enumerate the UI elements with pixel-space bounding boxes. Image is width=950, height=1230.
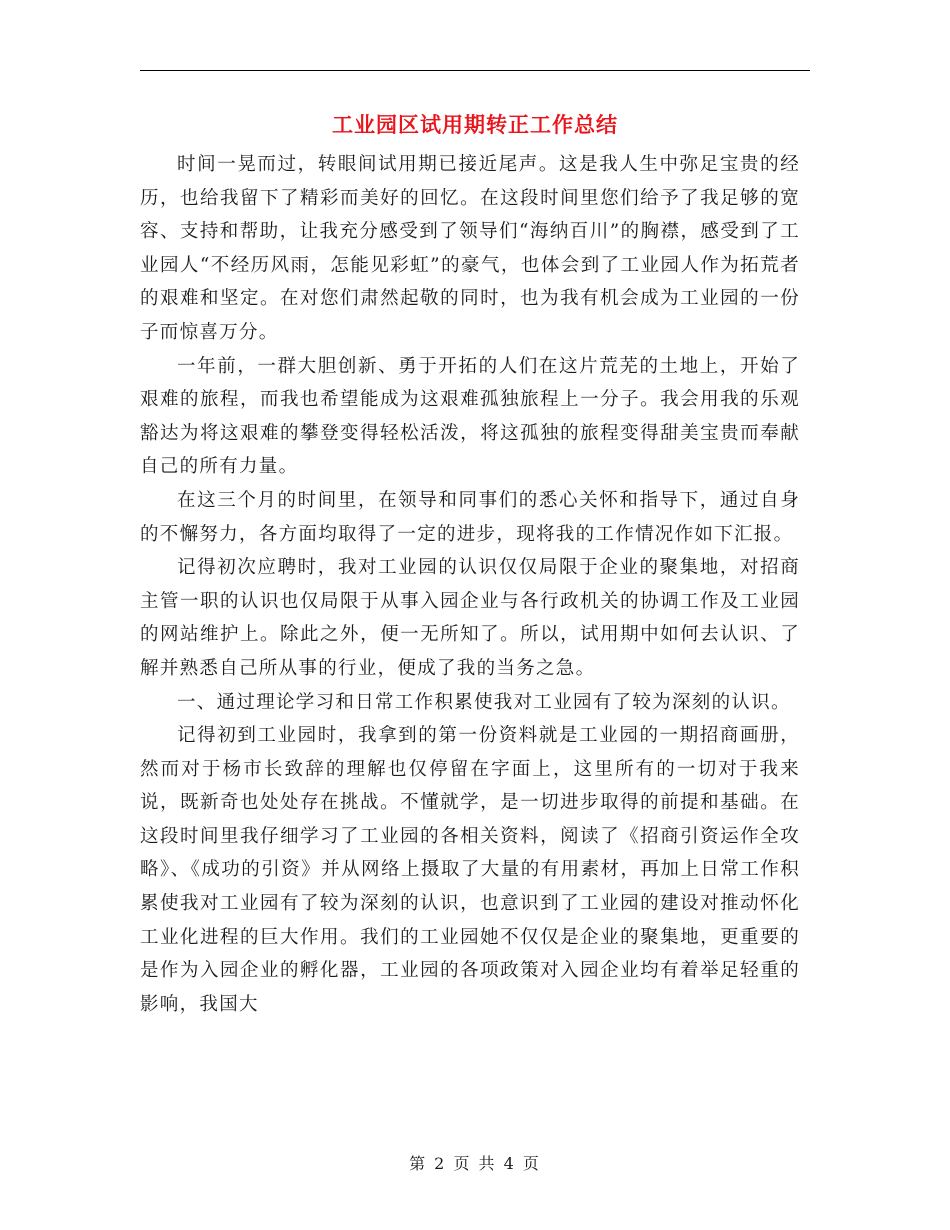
header-rule [140,70,810,71]
document-body [140,148,800,1021]
document-title: 工业园区试用期转正工作总结 [332,112,618,137]
section-heading-1: 一、通过理论学习和日常工作积累使我对工业园有了较为深刻的认识。 [177,691,791,713]
page-number: 第 2 页 共 4 页 [409,1154,541,1173]
paragraph-1: 时间一晃而过，转眼间试用期已接近尾声。这是我人生中弥足宝贵的经历，也给我留下了精彩而美好的回忆。在这段时间里您们给予了我足够的宽容、支持和帮助，让我充分感受到了领导们“海纳百川”的胸襟，感受到了工业园人“不经历风雨，怎能见彩虹”的豪气，也体会到了工业园人作为拓荒者的艰难和坚定。在对您们肃然起敬的同时，也为我有机会成为工业园的一份子而惊喜万分。 [140,154,800,343]
paragraph-2: 一年前，一群大胆创新、勇于开拓的人们在这片荒芜的土地上，开始了艰难的旅程，而我也希望能成为这艰难孤独旅程上一分子。我会用我的乐观豁达为将这艰难的攀登变得轻松活泼，将这孤独的旅程变得甜美宝贵而奉献自己的所有力量。 [140,355,800,478]
paragraph-4: 记得初次应聘时，我对工业园的认识仅仅局限于企业的聚集地，对招商主管一职的认识也仅局限于从事入园企业与各行政机关的协调工作及工业园的网站维护上。除此之外，便一无所知了。所以，试用期中如何去认识、了解并熟悉自己所从事的行业，便成了我的当务之急。 [140,557,800,679]
paragraph-5: 记得初到工业园时，我拿到的第一份资料就是工业园的一期招商画册，然而对于杨市长致辞的理解也仅停留在字面上，这里所有的一切对于我来说，既新奇也处处存在挑战。不懂就学，是一切进步取得的前提和基础。在这段时间里我仔细学习了工业园的各相关资料，阅读了《招商引资运作全攻略》、《成功的引资》并从网络上摄取了大量的有用素材，再加上日常工作积累使我对工业园有了较为深刻的认识，也意识到了工业园的建设对推动怀化工业化进程的巨大作用。我们的工业园她不仅仅是企业的聚集地，更重要的是作为入园企业的孵化器，工业园的各项政策对入园企业均有着举足轻重的影响，我国大 [140,725,800,1015]
paragraph-3: 在这三个月的时间里，在领导和同事们的悉心关怀和指导下，通过自身的不懈努力，各方面均取得了一定的进步，现将我的工作情况作如下汇报。 [140,489,800,545]
